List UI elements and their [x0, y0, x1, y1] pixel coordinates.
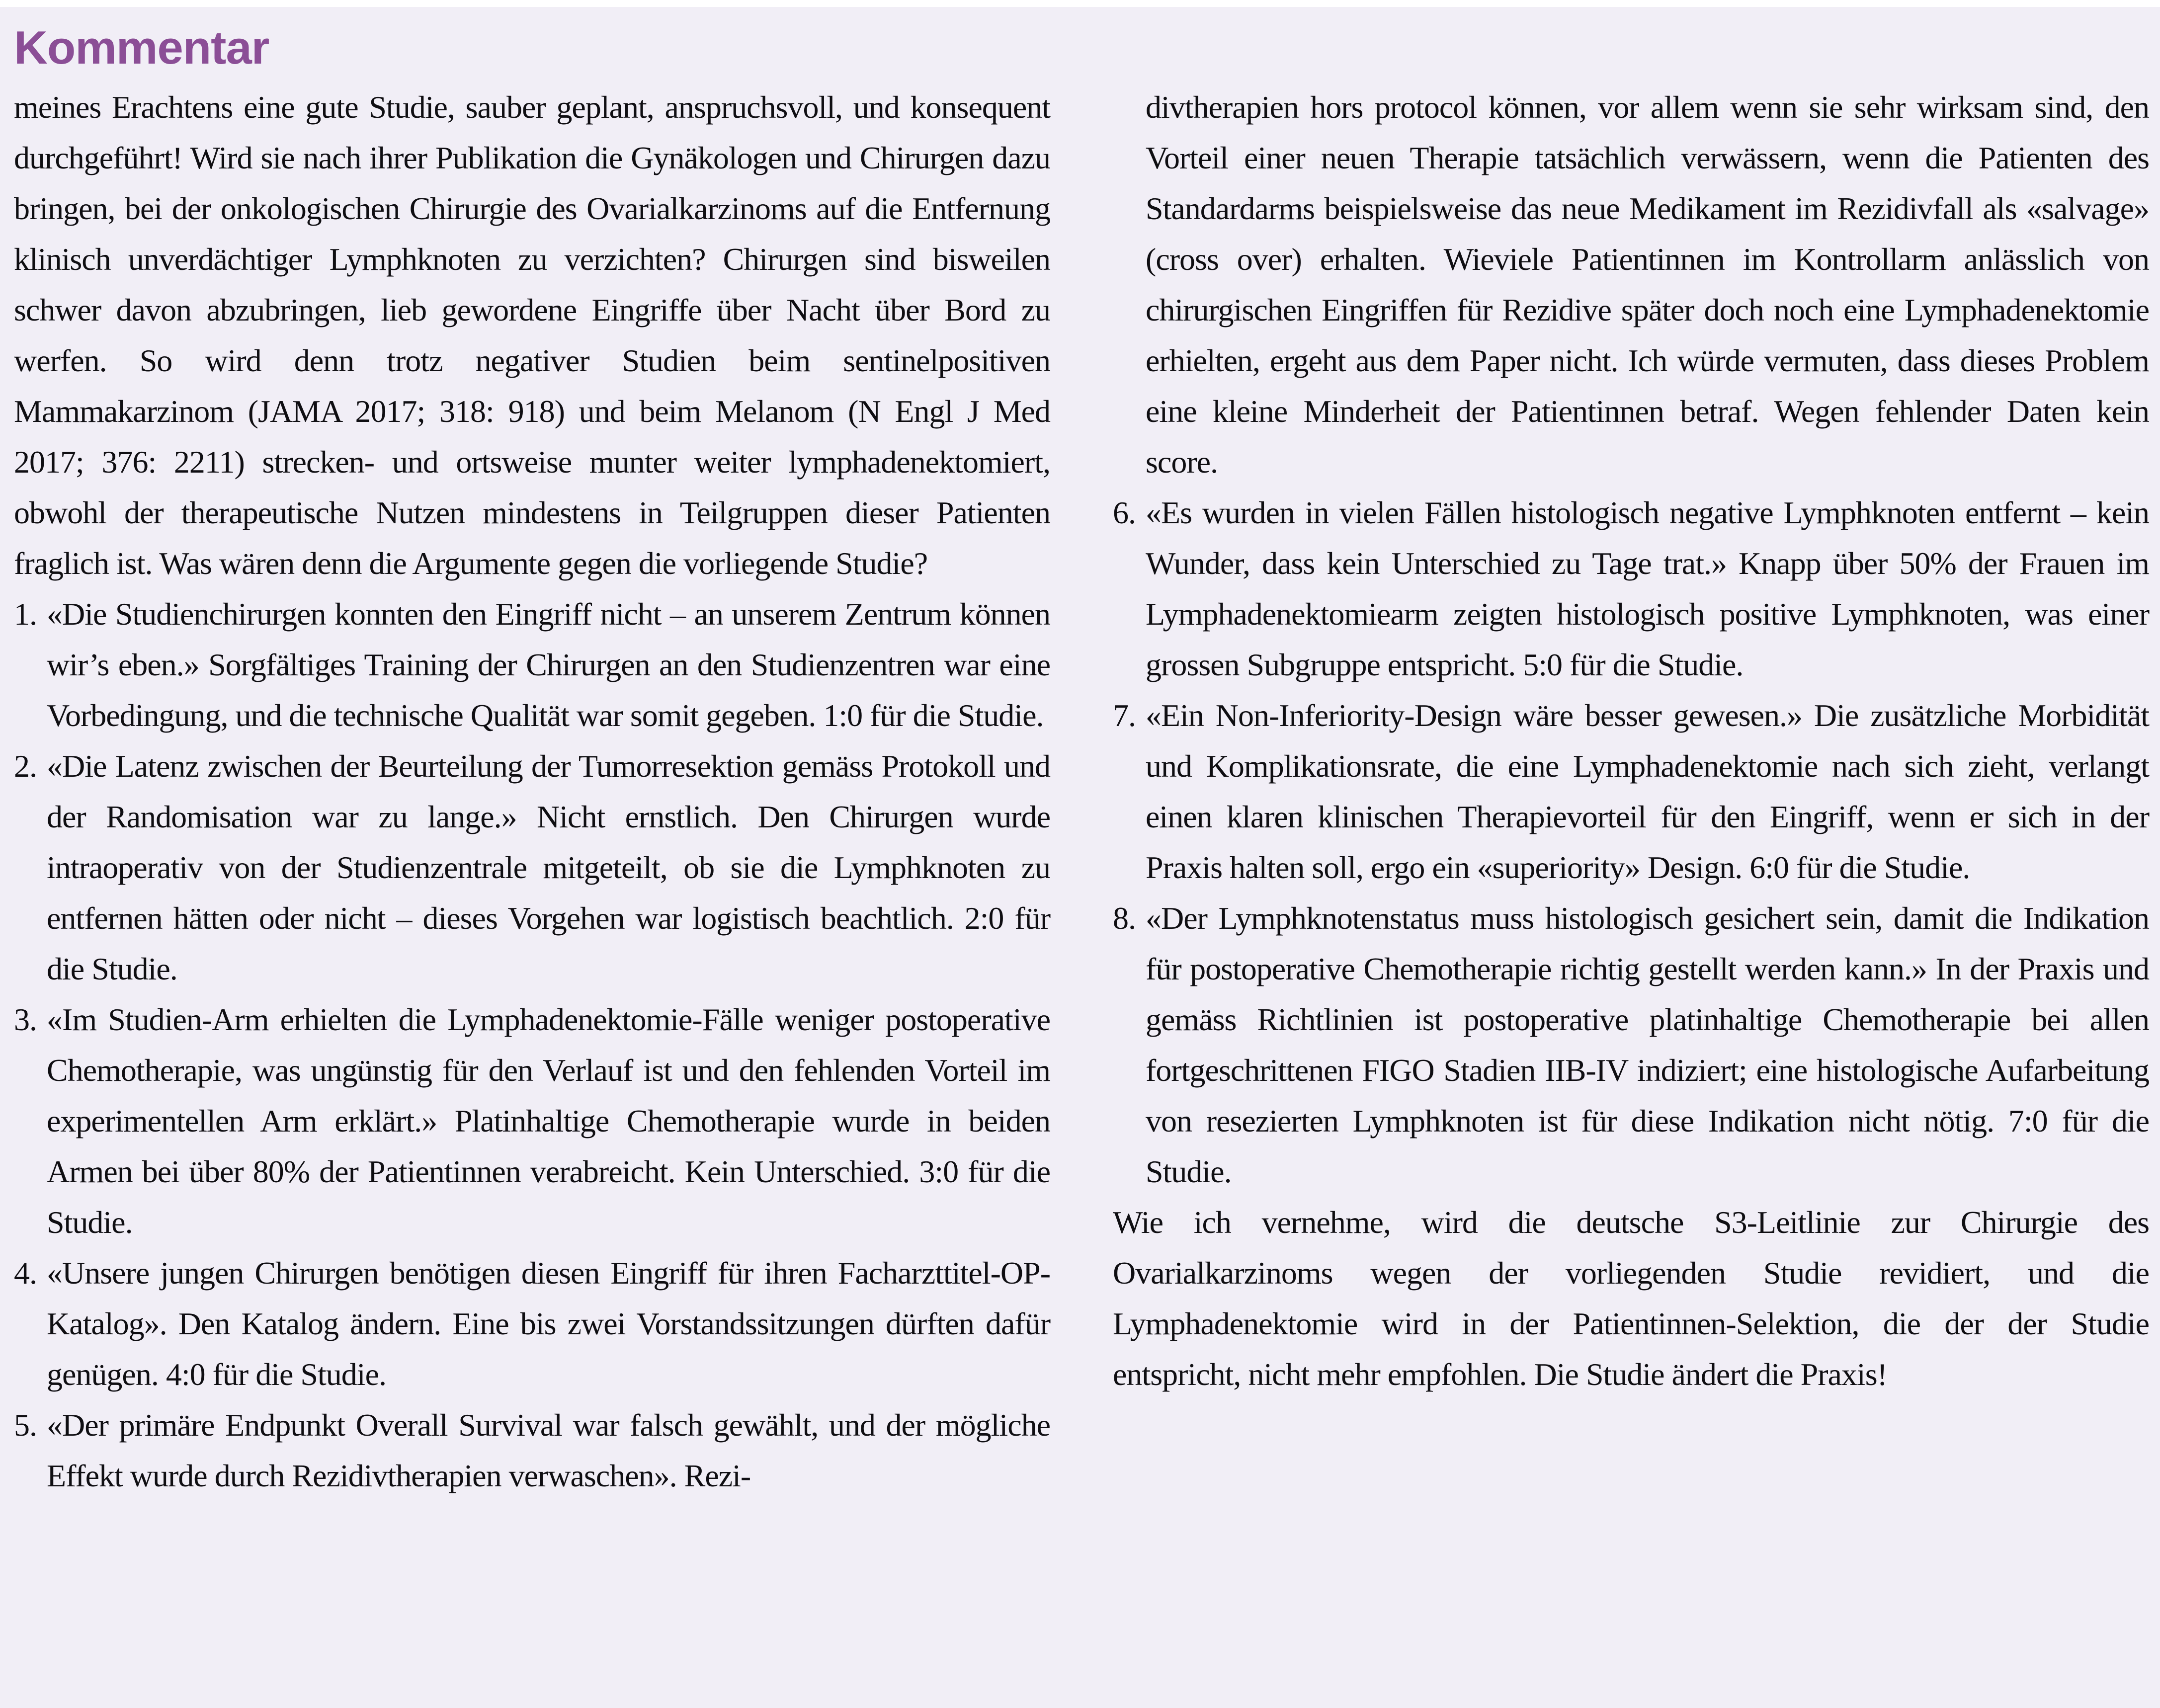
item-5-continuation: divtherapien hors protocol können, vor allem wenn sie sehr wirksam sind, den Vorteil einer neuen Therapie tatsächlich verwässern, wenn die Patienten des Standardarms beispielsweise das neue Medikament im Rezidivfall als «salvage» (cross over) erhalten. Wieviele Patientinnen im Kontrollarm anlässlich von chirurgischen Eingriffen für Rezidive später doch noch eine Lymphadenektomie erhielten, ergeht aus dem Paper nicht. Ich würde vermuten, dass dieses Problem eine kleine Minderheit der Patientinnen betraf. Wegen fehlender Daten kein score. [1146, 89, 2149, 480]
section-title: Kommentar [14, 21, 269, 74]
item-number: 3. [14, 1002, 37, 1038]
intro-paragraph: meines Erachtens eine gute Studie, sauber geplant, anspruchsvoll, und konsequent durchgeführt! Wird sie nach ihrer Publikation die Gynäkologen und Chirurgen dazu bringen, bei der onkologischen Chirurgie des Ovarialkarzinoms auf die Entfernung klinisch unverdächtiger Lymphknoten zu verzichten? Chirurgen sind bisweilen schwer davon abzubringen, lieb gewordene Eingriffe über Nacht über Bord zu werfen. So wird denn trotz negativer Studien beim sentinelpositiven Mammakarzinom (JAMA 2017; 318: 918) und beim Melanom (N Engl J Med 2017; 376: 2211) strecken- und ortsweise munter weiter lymphadenektomiert, obwohl der therapeutische Nutzen mindestens in Teilgruppen dieser Patienten fraglich ist. Was wären denn die Argumente gegen die vorliegende Studie? [14, 89, 1050, 581]
kommentar-panel [0, 7, 2160, 1708]
list-item-5 [14, 1400, 1050, 1501]
item-text: «Die Studienchirurgen konnten den Eingriff nicht – an unserem Zentrum können wir’s eben.» Sorgfältiges Training der Chirurgen an den Studienzentren war eine Vorbedingung, und die technische Qualität war somit gegeben. 1:0 für die Studie. [47, 596, 1050, 733]
list-item-8 [1113, 893, 2149, 1197]
list-item-4 [14, 1248, 1050, 1400]
item-number: 8. [1113, 900, 1136, 936]
item-text: «Es wurden in vielen Fällen histologisch negative Lymphknoten entfernt – kein Wunder, dass kein Unterschied zu Tage trat.» Knapp über 50% der Frauen im Lymphadenektomiearm zeigten histologisch positive Lymphknoten, was einer grossen Subgruppe entspricht. 5:0 für die Studie. [1146, 495, 2149, 683]
two-column-layout [14, 82, 2149, 1501]
item-text: «Die Latenz zwischen der Beurteilung der Tumorresektion gemäss Protokoll und der Randomisation war zu lange.» Nicht ernstlich. Den Chirurgen wurde intraoperativ von der Studienzentrale mitgeteilt, ob sie die Lymphknoten zu entfernen hätten oder nicht – dieses Vorgehen war logistisch beachtlich. 2:0 für die Studie. [47, 748, 1050, 987]
list-item-3 [14, 994, 1050, 1248]
item-text: «Ein Non-Inferiority-Design wäre besser gewesen.» Die zusätzliche Morbidität und Komplikationsrate, die eine Lymphadenektomie nach sich zieht, verlangt einen klaren klinischen Therapievorteil für den Eingriff, wenn er sich in der Praxis halten soll, ergo ein «superiority» Design. 6:0 für die Studie. [1146, 698, 2149, 886]
item-number: 5. [14, 1407, 37, 1443]
item-text: «Der primäre Endpunkt Overall Survival war falsch gewählt, und der mögliche Effekt wurde durch Rezidivtherapien verwaschen». Rezi- [47, 1407, 1050, 1494]
top-margin-strip [0, 0, 2160, 7]
item-number: 1. [14, 596, 37, 632]
kommentar-content [0, 7, 2160, 1501]
item-number: 4. [14, 1255, 37, 1291]
list-item-1 [14, 589, 1050, 741]
list-item-6 [1113, 488, 2149, 690]
item-number: 2. [14, 748, 37, 784]
item-text: «Der Lymphknotenstatus muss histologisch gesichert sein, damit die Indikation für postoperative Chemotherapie richtig gestellt werden kann.» In der Praxis und gemäss Richtlinien ist postoperative platinhaltige Chemotherapie bei allen fortgeschrittenen FIGO Stadien IIB-IV indiziert; eine histologische Aufarbeitung von resezierten Lymphknoten ist für diese Indikation nicht nötig. 7:0 für die Studie. [1146, 900, 2149, 1190]
item-text: «Unsere jungen Chirurgen benötigen diesen Eingriff für ihren Facharzttitel-OP-Katalog». Den Katalog ändern. Eine bis zwei Vorstandssitzungen dürften dafür genügen. 4:0 für die Studie. [47, 1255, 1050, 1392]
list-item-7 [1113, 690, 2149, 893]
left-column [14, 82, 1050, 1501]
item-number: 6. [1113, 495, 1136, 531]
list-item-2 [14, 741, 1050, 994]
item-text: «Im Studien-Arm erhielten die Lymphadenektomie-Fälle weniger postoperative Chemotherapie, was ungünstig für den Verlauf ist und den fehlenden Vorteil im experimentellen Arm erklärt.» Platinhaltige Chemotherapie wurde in beiden Armen bei über 80% der Patientinnen verabreicht. Kein Unterschied. 3:0 für die Studie. [47, 1002, 1050, 1240]
closing-paragraph: Wie ich vernehme, wird die deutsche S3-Leitlinie zur Chirurgie des Ovarialkarzinoms wegen der vorliegenden Studie revidiert, und die Lymphadenektomie wird in der Patientinnen-Selektion, die der der Studie entspricht, nicht mehr empfohlen. Die Studie ändert die Praxis! [1113, 1205, 2149, 1392]
right-column [1113, 82, 2149, 1501]
item-number: 7. [1113, 698, 1136, 733]
